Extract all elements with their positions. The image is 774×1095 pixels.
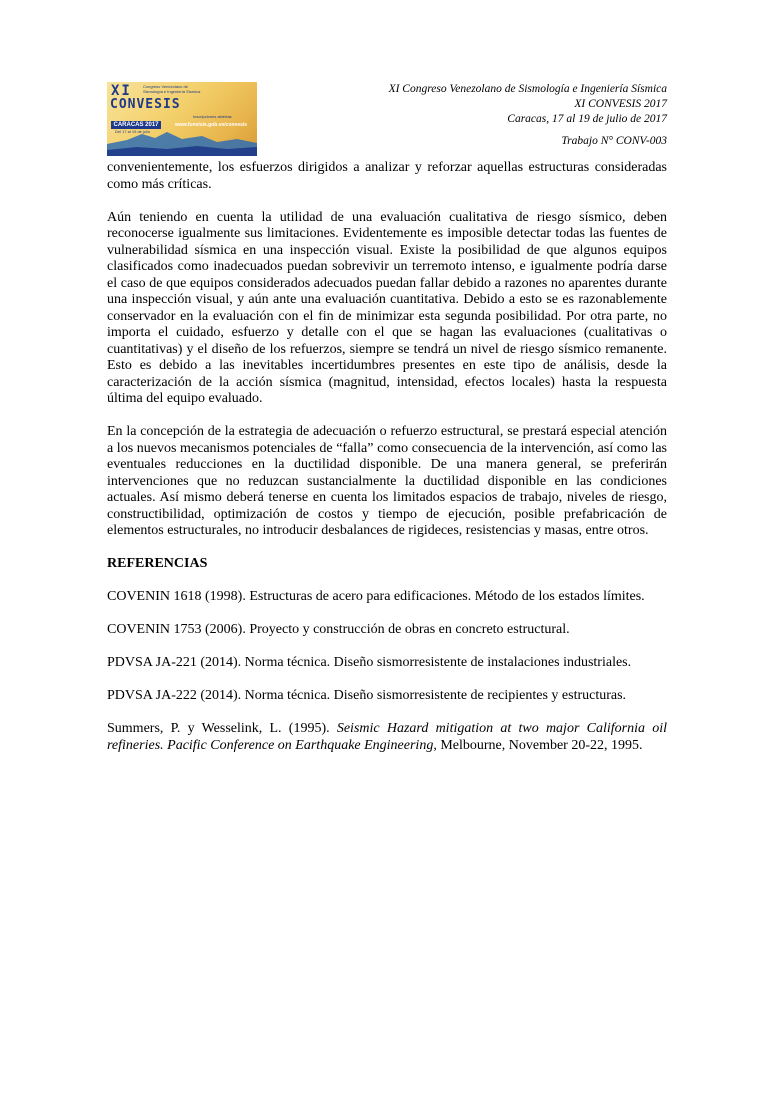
page-header	[307, 82, 667, 127]
paragraph-2: Aún teniendo en cuenta la utilidad de una evaluación cualitativa de riesgo sísmico, deben reconocerse igualmente sus limitaciones. Evidentemente es imposible detectar todas las fuentes de vulnerabilidad sísmica en una inspección visual. Existe la posibilidad de que algunos equipos clasificados como inadecuados puedan sobrevivir un terremoto intenso, e igualmente podría darse el caso de que equipos considerados adecuados puedan fallar debido a razones no aparentes durante una inspección visual, y aún ante una evaluación cuantitativa. Debido a esto se es razonablemente conservador en la evaluación con el fin de minimizar esta segunda posibilidad. Por otra parte, no importa el cuidado, esfuerzo y detalle con el que se hagan las evaluaciones (cualitativas o cuantitativas) y el diseño de los refuerzos, siempre se tendrá un nivel de riesgo sísmico remanente. Esto es debido a las inevitables incertidumbres presentes en este tipo de análisis, desde la caracterización de la acción sísmica (magnitud, intensidad, efectos locales) hasta la respuesta última del equipo evaluado.	[107, 209, 667, 406]
reference-item: COVENIN 1618 (1998). Estructuras de acero para edificaciones. Método de los estados límites.	[107, 589, 645, 604]
reference-item-summers	[107, 721, 667, 754]
logo-city-year: CARACAS 2017	[111, 121, 161, 129]
header-location-date: Caracas, 17 al 19 de julio de 2017	[507, 113, 667, 125]
header-conference: XI Congreso Venezolano de Sismología e Ingeniería Sísmica	[388, 83, 667, 95]
logo-subtitle: Congreso Venezolano de Sismología e Ingeniería Sísmica	[143, 84, 201, 94]
reference-item: PDVSA JA-221 (2014). Norma técnica. Diseño sismorresistente de instalaciones industriales.	[107, 655, 632, 670]
reference-item: COVENIN 1753 (2006). Proyecto y construcción de obras en concreto estructural.	[107, 622, 570, 637]
paragraph-3: En la concepción de la estrategia de adecuación o refuerzo estructural, se prestará especial atención a los nuevos mecanismos potenciales de “falla” como consecuencia de la intervención, así como las eventuales reducciones en la ductilidad disponible. De una manera general, se preferirán intervenciones que no reduzcan sustancialmente la ductilidad disponible en las condiciones actuales. Así mismo deberá tenerse en cuenta los limitados espacios de trabajo, niveles de riesgo, constructibilidad, optimización de costos y tiempo de ejecución, posible prefabricación de elementos estructurales, no introducir desbalances de rigideces, resistencias y masas, entre otros.	[107, 424, 667, 538]
reference-title: Seismic Hazard mitigation at two major California oil refineries.	[107, 721, 667, 753]
page-content	[107, 160, 667, 771]
logo-xi: XI	[111, 83, 132, 99]
logo-website: www.funvisis.gob.ve/convesis	[175, 122, 248, 128]
header-edition: XI CONVESIS 2017	[574, 98, 667, 110]
reference-item: PDVSA JA-222 (2014). Norma técnica. Diseño sismorresistente de recipientes y estructuras.	[107, 688, 627, 703]
reference-authors: Summers, P. y Wesselink, L. (1995).	[107, 721, 337, 736]
paragraph-1: convenientemente, los esfuerzos dirigidos a analizar y reforzar aquellas estructuras consideradas como más críticas.	[107, 160, 667, 192]
paper-id: Trabajo N° CONV-003	[561, 135, 667, 147]
logo-inscriptions: Inscripciones abiertas	[193, 114, 232, 119]
conference-logo	[107, 82, 257, 156]
reference-details: , Melbourne, November 20-22, 1995.	[433, 737, 643, 753]
reference-venue: Pacific Conference on Earthquake Engineering	[167, 737, 434, 753]
logo-convesis: CONVESIS	[110, 97, 181, 112]
references-heading: REFERENCIAS	[107, 556, 208, 571]
logo-dates: Del 17 al 19 de julio	[115, 129, 151, 134]
